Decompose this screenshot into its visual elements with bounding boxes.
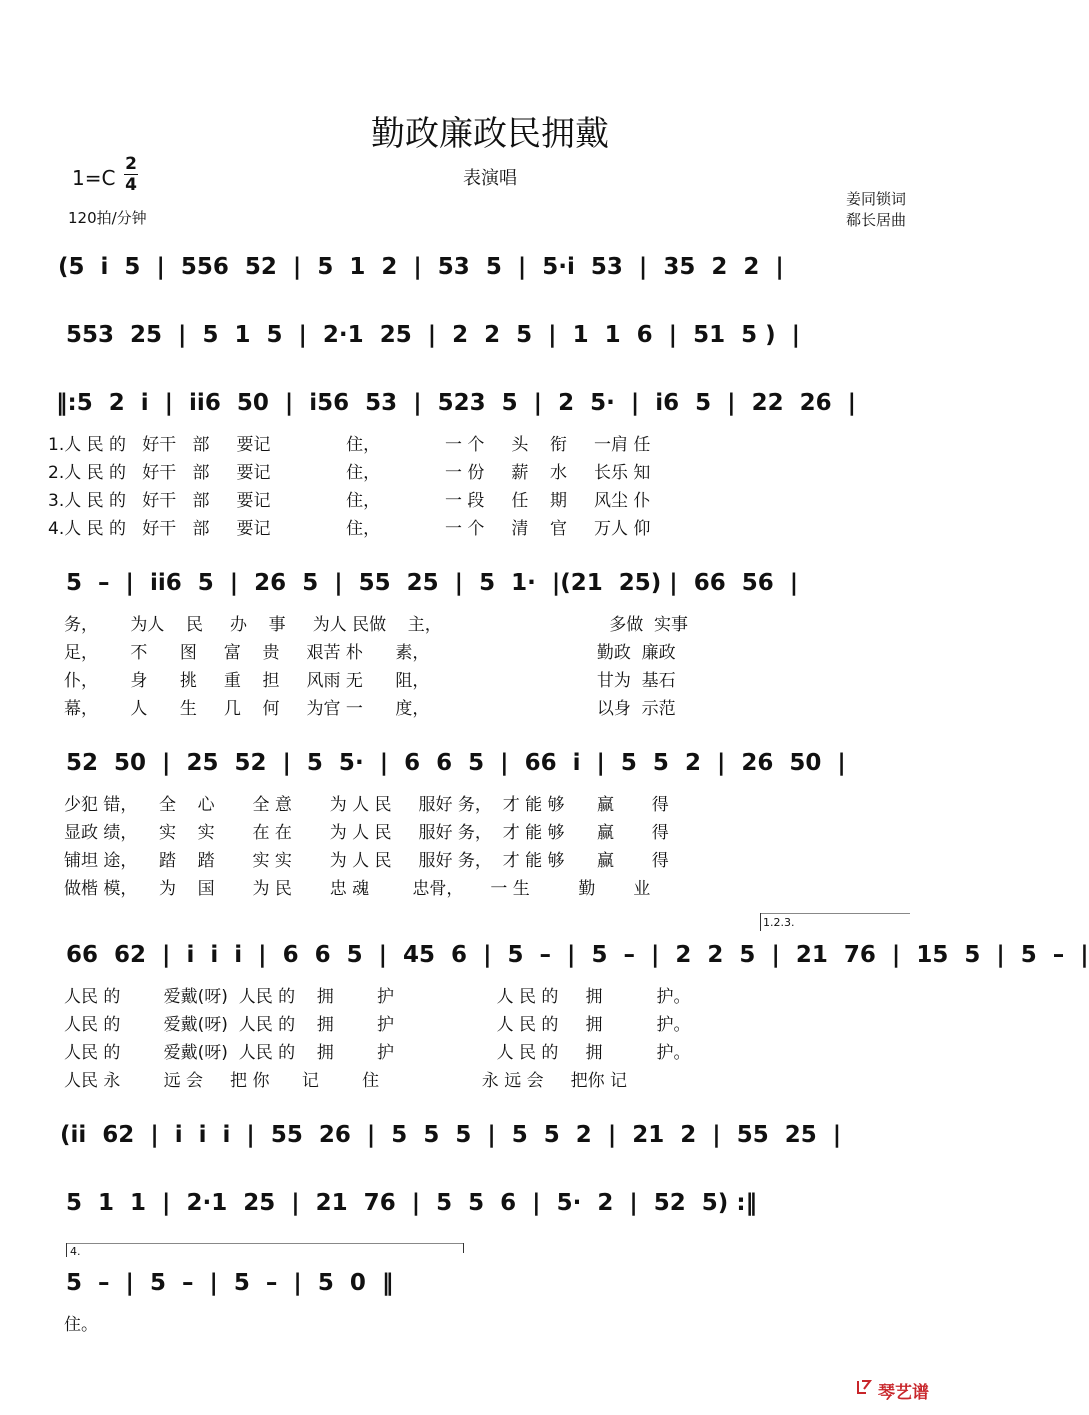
time-signature-top: 2 (125, 154, 137, 174)
stave-6-lyric-4: 人民 永 远 会 把 你 记 住 永 远 会 把你 记 (64, 1071, 628, 1091)
key-signature: 1=C (72, 166, 116, 190)
stave-5-lyric-4: 做楷 模， 为 国 为 民 忠 魂 忠骨， 一 生 勤 业 (64, 879, 651, 899)
stave-3-lyric-4: 4.人 民 的 好干 部 要记 住， 一 个 清 官 万人 仰 (48, 519, 651, 539)
time-signature-bottom: 4 (125, 175, 137, 195)
stave-4-lyric-1: 务， 为人 民 办 事 为人 民做 主， 多做 实事 (64, 615, 689, 635)
song-subtitle: 表演唱 (463, 168, 517, 189)
stave-4-notes: 5 – | ii6 5 | 26 5 | 55 25 | 5 1· |(21 25) | 66 56 | (66, 570, 799, 596)
stave-4-lyric-3: 仆， 身 挑 重 担 风雨 无 阻， 甘为 基石 (64, 671, 676, 691)
stave-6-lyric-2: 人民 的 爱戴(呀) 人民 的 拥 护 人 民 的 拥 护。 (64, 1015, 691, 1035)
time-signature (124, 155, 138, 194)
lyricist-credit: 姜同锁词 (846, 190, 907, 208)
stave-7-notes: (ii 62 | i i i | 55 26 | 5 5 5 | 5 5 2 | 21 2 | 55 25 | (60, 1122, 842, 1148)
tempo-marking: 120拍/分钟 (68, 209, 147, 227)
stave-5-notes: 52 50 | 25 52 | 5 5· | 6 6 5 | 66 i | 5 5 2 | 26 50 | (66, 750, 846, 776)
stave-8-notes: 5 1 1 | 2·1 25 | 21 76 | 5 5 6 | 5· 2 | 52 5) :‖ (66, 1190, 758, 1216)
stave-3-lyric-2: 2.人 民 的 好干 部 要记 住， 一 份 薪 水 长乐 知 (48, 463, 651, 483)
qinyipu-logo-icon (856, 1378, 874, 1396)
stave-6-lyric-1: 人民 的 爱戴(呀) 人民 的 拥 护 人 民 的 拥 护。 (64, 987, 691, 1007)
volta-4-label: 4. (70, 1245, 81, 1258)
volta-1-2-3-label: 1.2.3. (763, 916, 795, 929)
stave-3-notes: ‖:5 2 i | ii6 50 | i56 53 | 523 5 | 2 5· | i6 5 | 22 26 | (56, 390, 857, 416)
stave-4-lyric-2: 足， 不 图 富 贵 艰苦 朴 素， 勤政 廉政 (64, 643, 676, 663)
stave-2-notes: 553 25 | 5 1 5 | 2·1 25 | 2 2 5 | 1 1 6 | 51 5 ) | (66, 322, 801, 348)
song-title: 勤政廉政民拥戴 (371, 114, 609, 154)
stave-9-lyric-1: 住。 (64, 1315, 98, 1335)
stave-1-notes: (5 i 5 | 556 52 | 5 1 2 | 53 5 | 5·i 53 | 35 2 2 | (58, 254, 784, 280)
stave-6-lyric-3: 人民 的 爱戴(呀) 人民 的 拥 护 人 民 的 拥 护。 (64, 1043, 691, 1063)
stave-3-lyric-1: 1.人 民 的 好干 部 要记 住， 一 个 头 衔 一肩 任 (48, 435, 651, 455)
watermark-text: 琴艺谱 (878, 1383, 929, 1403)
stave-4-lyric-4: 幕， 人 生 几 何 为官 一 度， 以身 示范 (64, 699, 676, 719)
stave-5-lyric-3: 铺坦 途， 踏 踏 实 实 为 人 民 服好 务， 才 能 够 赢 得 (64, 851, 669, 871)
stave-5-lyric-1: 少犯 错， 全 心 全 意 为 人 民 服好 务， 才 能 够 赢 得 (64, 795, 669, 815)
composer-credit: 郗长居曲 (846, 211, 907, 229)
stave-9-notes: 5 – | 5 – | 5 – | 5 0 ‖ (66, 1270, 394, 1296)
stave-6-notes: 66 62 | i i i | 6 6 5 | 45 6 | 5 – | 5 – | 2 2 5 | 21 76 | 15 5 | 5 – | (66, 942, 1089, 968)
stave-5-lyric-2: 显政 绩， 实 实 在 在 为 人 民 服好 务， 才 能 够 赢 得 (64, 823, 669, 843)
stave-3-lyric-3: 3.人 民 的 好干 部 要记 住， 一 段 任 期 风尘 仆 (48, 491, 651, 511)
